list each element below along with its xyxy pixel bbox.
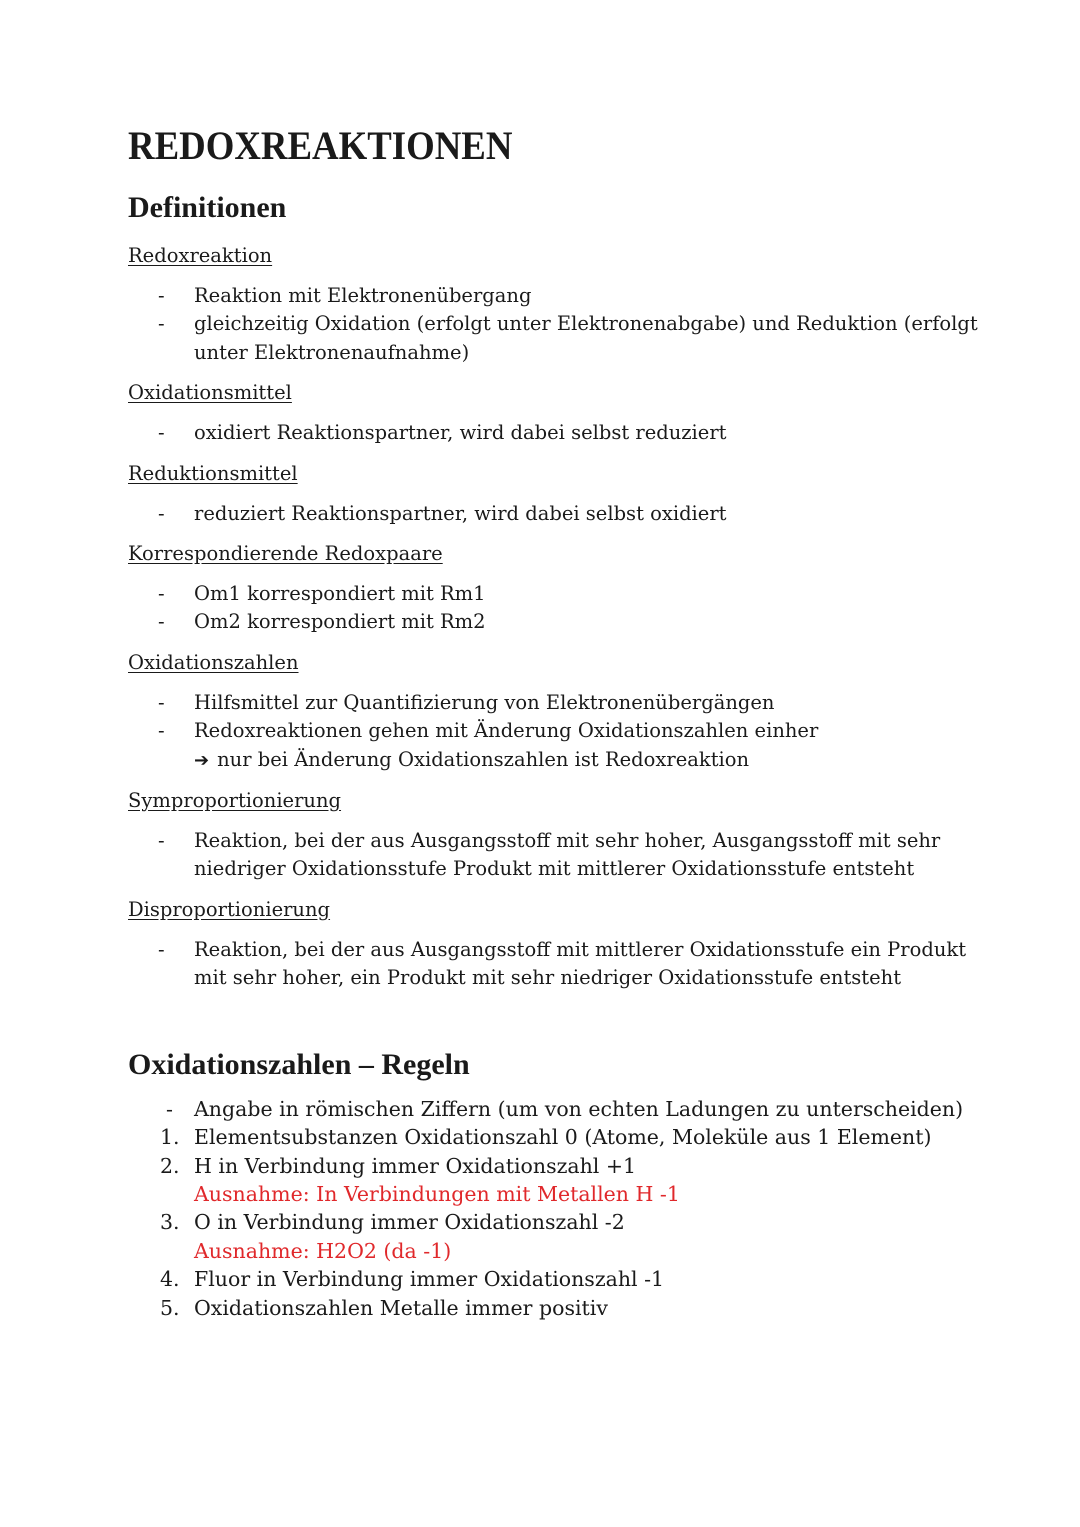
- symproportionierung-list: [128, 827, 988, 884]
- rule-item: [128, 1123, 988, 1151]
- list-item: [128, 282, 988, 310]
- list-item-text: Hilfsmittel zur Quantifizierung von Elektronenübergängen: [194, 690, 775, 714]
- rule-text: Fluor in Verbindung immer Oxidationszahl -1: [194, 1267, 665, 1292]
- list-item-text: reduziert Reaktionspartner, wird dabei selbst oxidiert: [194, 501, 727, 525]
- rule-exception: Ausnahme: In Verbindungen mit Metallen H -1: [194, 1181, 680, 1206]
- list-item: [128, 500, 988, 528]
- oxidationsmittel-list: [128, 419, 988, 447]
- rule-item: [128, 1152, 988, 1209]
- list-item: [128, 689, 988, 717]
- page-title: REDOXREAKTIONEN: [128, 123, 513, 168]
- list-item: [128, 419, 988, 447]
- term-symproportionierung: Symproportionierung: [128, 789, 342, 813]
- list-item-text: gleichzeitig Oxidation (erfolgt unter Elektronenabgabe) und Reduktion (erfolgt unter Elektronenaufnahme): [194, 312, 978, 364]
- rule-text: Elementsubstanzen Oxidationszahl 0 (Atome, Moleküle aus 1 Element): [194, 1125, 932, 1150]
- arrow-note-text: nur bei Änderung Oxidationszahlen ist Redoxreaktion: [217, 747, 750, 771]
- rule-text: O in Verbindung immer Oxidationszahl -2: [194, 1210, 625, 1235]
- redoxreaktion-list: [128, 282, 988, 367]
- rule-text: H in Verbindung immer Oxidationszahl +1: [194, 1153, 637, 1178]
- list-item: [128, 608, 988, 636]
- list-item: [128, 827, 988, 884]
- term-oxidationszahlen: Oxidationszahlen: [128, 650, 299, 674]
- list-item-text: Reaktion, bei der aus Ausgangsstoff mit mittlerer Oxidationsstufe ein Produkt mit sehr hoher, ein Produkt mit sehr niedriger Oxidationsstufe entsteht: [194, 937, 967, 990]
- list-item-text: Redoxreaktionen gehen mit Änderung Oxidationszahlen einher: [194, 719, 819, 743]
- dash-bullet: -: [158, 610, 165, 634]
- list-item: [128, 580, 988, 608]
- document-page: [128, 118, 988, 1322]
- rule-item: [128, 1265, 988, 1293]
- dash-bullet: -: [158, 501, 165, 525]
- dash-bullet: -: [158, 284, 165, 307]
- redoxpaare-list: [128, 580, 988, 637]
- rule-number: 2.: [160, 1153, 180, 1178]
- term-oxidationsmittel: Oxidationsmittel: [128, 381, 292, 405]
- list-item: [128, 310, 988, 367]
- dash-bullet: -: [158, 421, 165, 445]
- rule-number: 3.: [160, 1210, 180, 1235]
- list-item-text: Om1 korrespondiert mit Rm1: [194, 582, 486, 606]
- term-disproportionierung: Disproportionierung: [128, 897, 331, 921]
- dash-bullet: -: [158, 829, 165, 853]
- arrow-note: [194, 746, 988, 775]
- disproportionierung-list: [128, 936, 988, 993]
- rule-item: [128, 1294, 988, 1322]
- rule-exception: Ausnahme: H2O2 (da -1): [194, 1238, 452, 1263]
- list-item: [128, 717, 988, 775]
- rules-intro: [128, 1095, 988, 1123]
- term-redoxreaktion: Redoxreaktion: [128, 244, 273, 267]
- term-korrespondierende-redoxpaare: Korrespondierende Redoxpaare: [128, 542, 443, 566]
- dash-bullet: -: [158, 937, 165, 961]
- rule-number: 1.: [160, 1125, 180, 1150]
- rule-number: 5.: [160, 1295, 180, 1320]
- list-item-text: oxidiert Reaktionspartner, wird dabei selbst reduziert: [194, 421, 727, 445]
- list-item-text: Om2 korrespondiert mit Rm2: [194, 610, 486, 634]
- dash-bullet: -: [158, 312, 165, 336]
- rules-heading: Oxidationszahlen – Regeln: [128, 1047, 470, 1081]
- list-item: [128, 936, 988, 993]
- dash-bullet: -: [158, 690, 165, 714]
- list-item-text: Reaktion mit Elektronenübergang: [194, 284, 532, 307]
- rule-item: [128, 1208, 988, 1265]
- dash-bullet: -: [158, 582, 165, 606]
- arrow-right-icon: ➔: [194, 749, 210, 771]
- rule-number: 4.: [160, 1267, 180, 1292]
- definitions-heading: Definitionen: [128, 191, 287, 224]
- rule-text: Oxidationszahlen Metalle immer positiv: [194, 1295, 608, 1320]
- term-reduktionsmittel: Reduktionsmittel: [128, 461, 298, 485]
- list-item-text: Reaktion, bei der aus Ausgangsstoff mit sehr hoher, Ausgangsstoff mit sehr niedriger Oxidationsstufe Produkt mit mittlerer Oxidationsstufe entsteht: [194, 829, 941, 881]
- rules-list: [128, 1095, 988, 1322]
- dash-bullet: -: [158, 719, 165, 743]
- dash-bullet: -: [166, 1096, 173, 1121]
- reduktionsmittel-list: [128, 500, 988, 528]
- rules-intro-text: Angabe in römischen Ziffern (um von echten Ladungen zu unterscheiden): [194, 1096, 964, 1121]
- oxidationszahlen-list: [128, 689, 988, 775]
